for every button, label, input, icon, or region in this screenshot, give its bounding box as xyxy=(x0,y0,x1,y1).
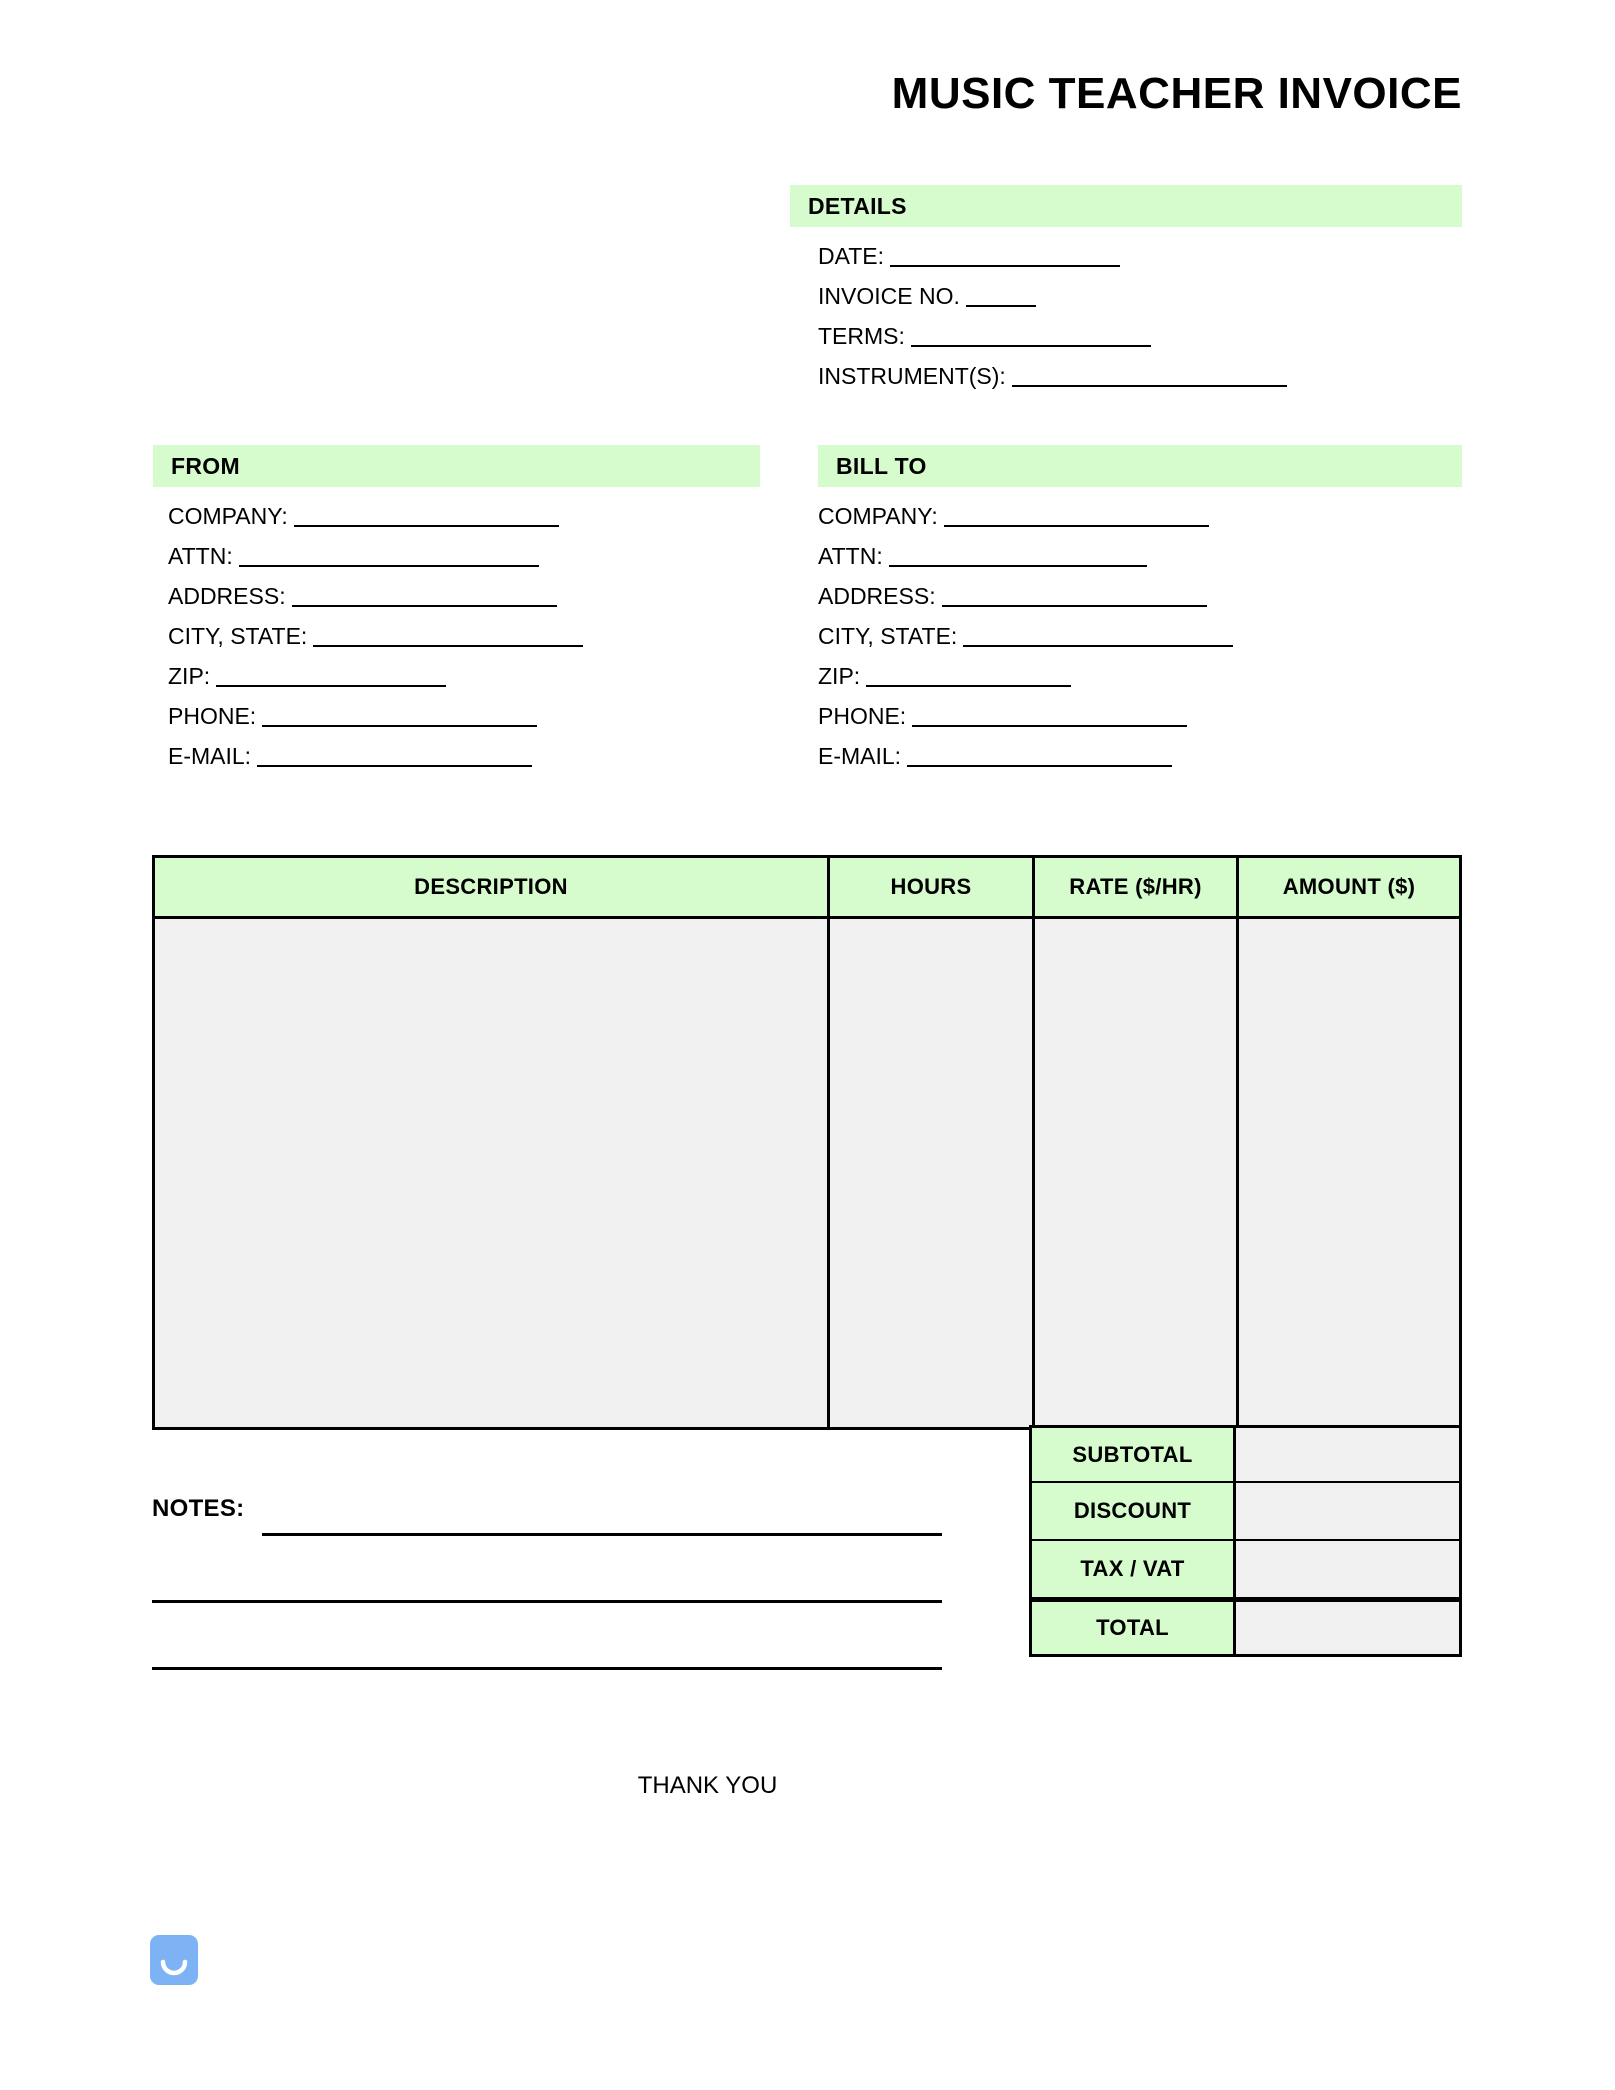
totals-row xyxy=(1029,1483,1462,1541)
from-field-label: E-MAIL: xyxy=(168,743,252,769)
column-header-description: DESCRIPTION xyxy=(414,874,568,899)
bill-to-field-label: E-MAIL: xyxy=(818,743,902,769)
from-field-row xyxy=(168,656,583,696)
section-header-from xyxy=(153,445,760,487)
section-header-bill-to-label: BILL TO xyxy=(836,452,927,479)
from-field-input[interactable] xyxy=(216,665,446,687)
details-field-input[interactable] xyxy=(966,285,1036,307)
notes-line-3[interactable] xyxy=(152,1667,942,1670)
bill-to-field-label: ATTN: xyxy=(818,543,883,569)
bill-to-field-label: COMPANY: xyxy=(818,503,938,529)
totals-row xyxy=(1029,1541,1462,1599)
smile-square-icon xyxy=(150,1935,198,1985)
bill-to-field-input[interactable] xyxy=(942,585,1207,607)
from-field-row xyxy=(168,536,583,576)
from-field-label: COMPANY: xyxy=(168,503,288,529)
line-items-amount-cell[interactable] xyxy=(1236,919,1459,1427)
footer-thank-you xyxy=(0,1772,1615,1800)
section-header-details-label: DETAILS xyxy=(808,192,907,219)
totals-value-discount[interactable] xyxy=(1236,1483,1462,1541)
bill-to-field-row xyxy=(818,736,1233,776)
details-field-row xyxy=(818,316,1287,356)
totals-value-total[interactable] xyxy=(1236,1599,1462,1657)
notes-line-2[interactable] xyxy=(152,1600,942,1603)
notes-label: NOTES: xyxy=(152,1495,245,1522)
column-header-rate: RATE ($/HR) xyxy=(1032,858,1236,916)
bill-to-field-label: PHONE: xyxy=(818,703,907,729)
from-field-label: ZIP: xyxy=(168,663,211,689)
totals-value-tax-vat[interactable] xyxy=(1236,1541,1462,1599)
line-items-header-row xyxy=(155,858,1459,919)
bill-to-field-input[interactable] xyxy=(907,745,1172,767)
page-title: MUSIC TEACHER INVOICE xyxy=(891,69,1462,118)
bill-to-field-input[interactable] xyxy=(912,705,1187,727)
from-field-row xyxy=(168,616,583,656)
bill-to-field-label: CITY, STATE: xyxy=(818,623,958,649)
bill-to-field-list xyxy=(818,496,1233,776)
bill-to-field-input[interactable] xyxy=(963,625,1233,647)
totals-row xyxy=(1029,1599,1462,1657)
bill-to-field-label: ADDRESS: xyxy=(818,583,936,609)
from-field-input[interactable] xyxy=(239,545,539,567)
from-field-label: ATTN: xyxy=(168,543,233,569)
details-field-label: TERMS: xyxy=(818,323,905,349)
bill-to-field-input[interactable] xyxy=(866,665,1071,687)
from-field-input[interactable] xyxy=(313,625,583,647)
from-field-row xyxy=(168,496,583,536)
details-field-label: DATE: xyxy=(818,243,885,269)
details-field-list xyxy=(818,236,1287,396)
line-items-table xyxy=(152,855,1462,1430)
totals-label-tax-vat: TAX / VAT xyxy=(1029,1541,1236,1599)
details-field-row xyxy=(818,356,1287,396)
details-field-input[interactable] xyxy=(890,245,1120,267)
bill-to-field-row xyxy=(818,656,1233,696)
totals-label-total: TOTAL xyxy=(1029,1599,1236,1657)
from-field-input[interactable] xyxy=(294,505,559,527)
bill-to-field-row xyxy=(818,576,1233,616)
from-field-input[interactable] xyxy=(257,745,532,767)
from-field-row xyxy=(168,576,583,616)
details-field-input[interactable] xyxy=(1012,365,1287,387)
notes-line-1[interactable] xyxy=(262,1533,942,1536)
totals-value-subtotal[interactable] xyxy=(1236,1425,1462,1483)
footer-thank-you-text: THANK YOU xyxy=(637,1772,778,1799)
bill-to-field-input[interactable] xyxy=(944,505,1209,527)
details-field-label: INVOICE NO. xyxy=(818,283,960,309)
details-field-row xyxy=(818,236,1287,276)
section-header-details xyxy=(790,185,1462,227)
details-field-row xyxy=(818,276,1287,316)
bill-to-field-row xyxy=(818,696,1233,736)
from-field-row xyxy=(168,736,583,776)
from-field-label: PHONE: xyxy=(168,703,257,729)
details-field-input[interactable] xyxy=(911,325,1151,347)
line-items-rate-cell[interactable] xyxy=(1032,919,1236,1427)
details-field-label: INSTRUMENT(S): xyxy=(818,363,1006,389)
from-field-label: ADDRESS: xyxy=(168,583,286,609)
totals-label-discount: DISCOUNT xyxy=(1029,1483,1236,1541)
from-field-input[interactable] xyxy=(292,585,557,607)
column-header-hours: HOURS xyxy=(827,858,1032,916)
line-items-description-cell[interactable] xyxy=(155,919,827,1427)
totals-row xyxy=(1029,1425,1462,1483)
bill-to-field-label: ZIP: xyxy=(818,663,861,689)
bill-to-field-row xyxy=(818,616,1233,656)
column-header-amount: AMOUNT ($) xyxy=(1236,858,1459,916)
from-field-label: CITY, STATE: xyxy=(168,623,308,649)
from-field-list xyxy=(168,496,583,776)
from-field-input[interactable] xyxy=(262,705,537,727)
totals-label-subtotal: SUBTOTAL xyxy=(1029,1425,1236,1483)
bill-to-field-row xyxy=(818,536,1233,576)
section-header-bill-to xyxy=(818,445,1462,487)
section-header-from-label: FROM xyxy=(171,452,240,479)
bill-to-field-row xyxy=(818,496,1233,536)
from-field-row xyxy=(168,696,583,736)
bill-to-field-input[interactable] xyxy=(889,545,1147,567)
line-items-body xyxy=(155,919,1459,1427)
totals-table xyxy=(1029,1425,1462,1657)
line-items-hours-cell[interactable] xyxy=(827,919,1032,1427)
